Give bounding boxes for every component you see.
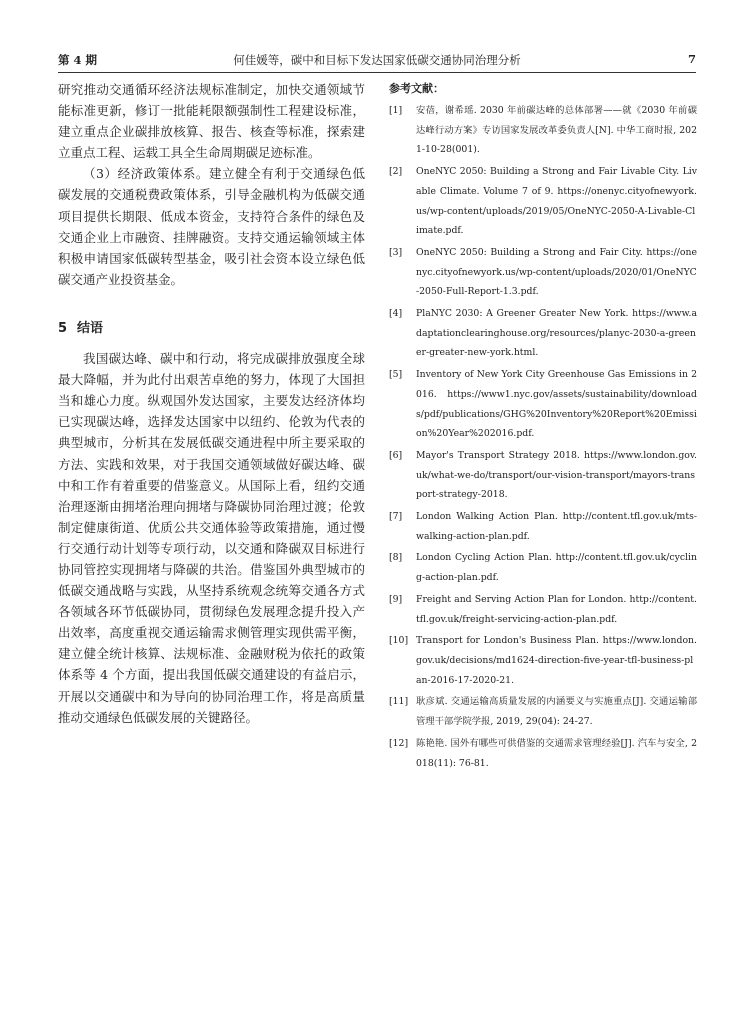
left-column: [58, 79, 365, 728]
reference-item: [389, 590, 697, 629]
page-number: 7: [687, 52, 696, 66]
section-heading: [58, 318, 365, 339]
reference-number: [7]: [389, 511, 403, 523]
reference-item: [389, 304, 697, 363]
reference-text: Mayor's Transport Strategy 2018. https://www.london.gov.uk/what-we-do/transport/our-vision-transport/mayors-transport-strategy-2018.: [416, 449, 697, 501]
reference-item: [389, 162, 697, 241]
reference-number: [3]: [389, 246, 403, 258]
reference-item: [389, 243, 697, 302]
running-title: 何佳媛等，碳中和目标下发达国家低碳交通协同治理分析: [233, 53, 521, 67]
reference-text: PlaNYC 2030: A Greener Greater New York. https://www.adaptationclearinghouse.org/resources/planyc-2030-a-greener-greater-new-york.html.: [416, 308, 697, 359]
reference-item: [389, 446, 697, 505]
reference-text: Freight and Serving Action Plan for London. http://content.tfl.gov.uk/freight-servicing-action-plan.pdf.: [416, 593, 697, 625]
section-number: 5: [58, 320, 68, 336]
section-title: 结语: [77, 320, 104, 336]
reference-text: 耿彦斌. 交通运输高质量发展的内涵要义与实施重点[J]. 交通运输部管理干部学院学报, 2019, 29(04): 24-27.: [416, 696, 697, 728]
reference-text: London Walking Action Plan. http://content.tfl.gov.uk/mts-walking-action-plan.pdf.: [416, 511, 697, 542]
reference-number: [8]: [389, 552, 403, 564]
reference-number: [9]: [389, 593, 403, 605]
reference-number: [1]: [389, 105, 403, 116]
reference-item: [389, 631, 697, 690]
reference-number: [10]: [389, 635, 409, 647]
reference-item: [389, 734, 697, 773]
reference-text: Transport for London's Business Plan. https://www.london.gov.uk/decisions/md1624-direction-five-year-tfl-business-plan-2016-17-2020-21.: [416, 635, 697, 686]
reference-number: [2]: [389, 166, 403, 178]
reference-text: London Cycling Action Plan. http://content.tfl.gov.uk/cycling-action-plan.pdf.: [416, 552, 697, 584]
paragraph-economic-policy: （3）经济政策体系。建立健全有利于交通绿色低碳发展的交通税费政策体系，引导金融机构为低碳交通项目提供长期限、低成本资金，支持符合条件的绿色及交通企业上市融资、挂牌融资。支持交通运输领域主体积极申请国家低碳转型基金，吸引社会资本设立绿色低碳交通产业投资基金。: [58, 166, 365, 287]
reference-item: [389, 548, 697, 587]
paragraph-standards: 研究推动交通循环经济法规标准制定，加快交通领域节能标准更新，修订一批能耗限额强制性工程建设标准，建立重点企业碳排放核算、报告、核查等标准，探索建立重点工程、运载工具全生命周期碳足迹标准。: [58, 82, 365, 161]
reference-text: 安蓓，谢希瑶. 2030 年前碳达峰的总体部署——就《2030 年前碳达峰行动方案》专访国家发展改革委负责人[N]. 中华工商时报, 2021-10-28(001).: [416, 105, 697, 156]
right-column: [389, 79, 697, 775]
references-heading: 参考文献：: [389, 82, 444, 95]
paragraph-conclusion: 我国碳达峰、碳中和行动，将完成碳排放强度全球最大降幅，并为此付出艰苦卓绝的努力，体现了大国担当和雄心力度。纵观国外发达国家，主要发达经济体均已实现碳达峰，选择发达国家中以纽约、伦敦为代表的典型城市，分析其在发展低碳交通进程中所主要采取的方法、实践和效果，对于我国交通领域做好碳达峰、碳中和工作有着重要的借鉴意义。从国际上看，纽约交通治理逐渐由拥堵治理向拥堵与降碳协同治理过渡；伦敦制定健康街道、优质公共交通体验等政策措施，通过慢行交通行动计划等专项行动，以交通和降碳双目标进行协同管控实现拥堵与降碳的共治。借鉴国外典型城市的低碳交通战略与实践，从坚持系统观念统筹交通各方式各领域各环节低碳协同，贯彻绿色发展理念提升投入产出效率，高度重视交通运输需求侧管理实现供需平衡，建立健全统计核算、法规标准、金融财税为依托的政策体系等 4 个方面，提出我国低碳交通建设的有益启示，开展以交通碳中和为导向的协同治理工作，将是高质量推动交通绿色低碳发展的关键路径。: [58, 351, 365, 725]
issue-label: 第 4 期: [58, 53, 98, 67]
reference-number: [6]: [389, 449, 403, 461]
reference-item: [389, 692, 697, 731]
reference-item: [389, 507, 697, 546]
reference-number: [11]: [389, 696, 409, 708]
reference-item: [389, 365, 697, 444]
reference-text: OneNYC 2050: Building a Strong and Fair Livable City. Livable Climate. Volume 7 of 9. https://onenyc.cityofnewyork.us/wp-content/uploads/2019/05/OneNYC-2050-A-Livable-Climate.pdf.: [416, 166, 697, 237]
reference-text: OneNYC 2050: Building a Strong and Fair City. https://onenyc.cityofnewyork.us/wp-content/uploads/2020/01/OneNYC-2050-Full-Report-1.3.pdf.: [416, 246, 697, 298]
reference-item: [389, 101, 697, 160]
reference-number: [5]: [389, 369, 403, 381]
running-header: [58, 48, 696, 73]
reference-text: 陈艳艳. 国外有哪些可供借鉴的交通需求管理经验[J]. 汽车与安全, 2018(11): 76-81.: [416, 737, 697, 769]
reference-text: Inventory of New York City Greenhouse Gas Emissions in 2016. https://www1.nyc.gov/assets/sustainability/downloads/pdf/publications/GHG%20Inventory%20Report%20Emission%20Year%202016.pdf.: [416, 369, 697, 440]
reference-number: [4]: [389, 308, 403, 320]
reference-list: [389, 101, 697, 773]
reference-number: [12]: [389, 737, 409, 749]
